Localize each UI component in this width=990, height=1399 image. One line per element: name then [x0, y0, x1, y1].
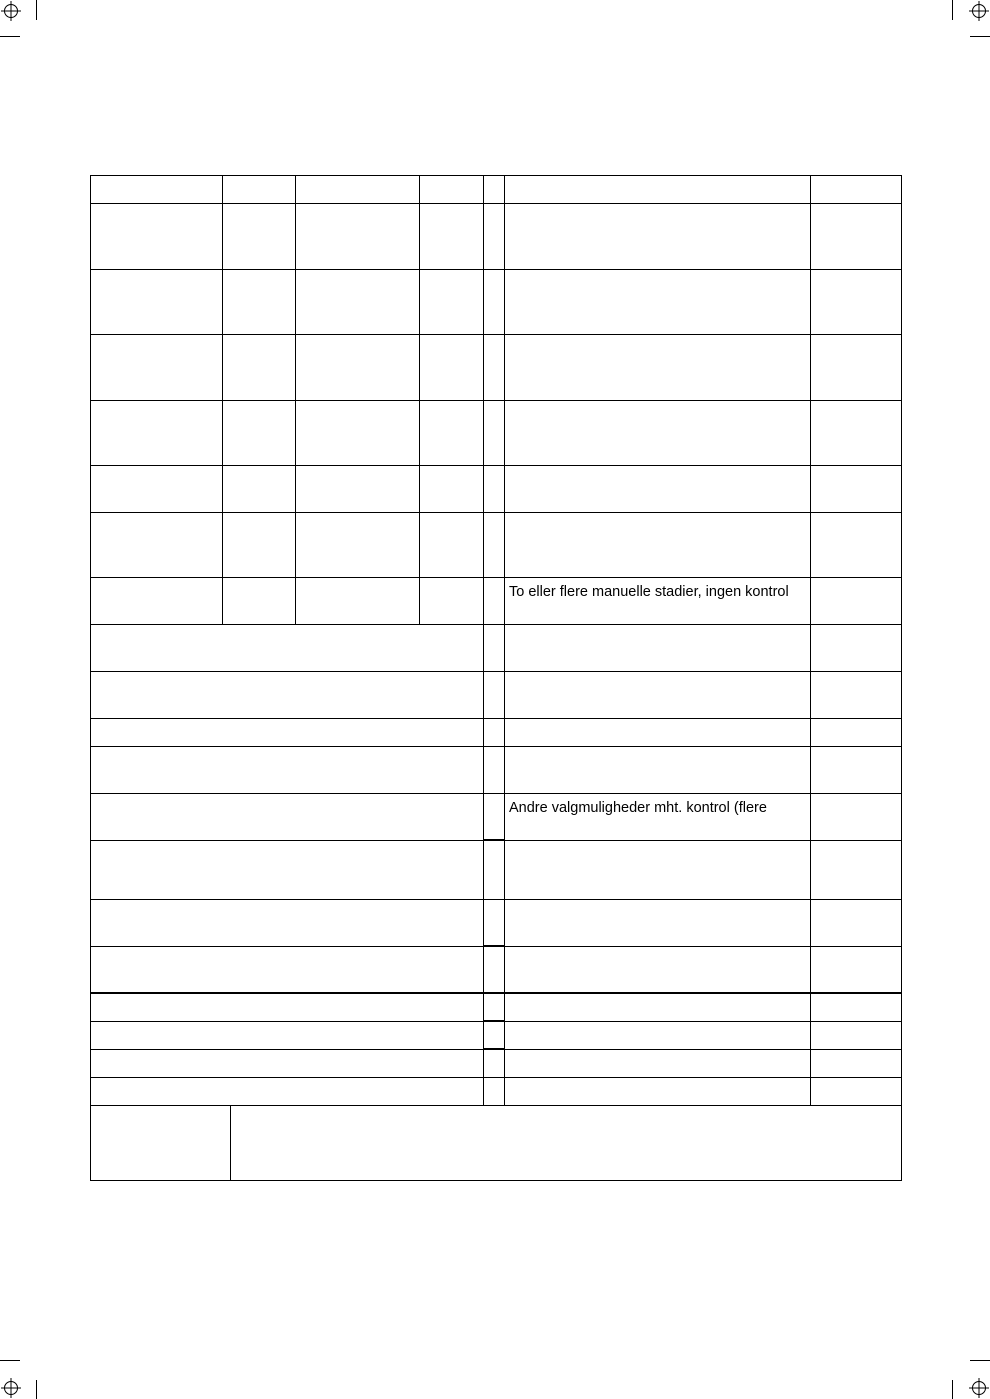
option-cell — [504, 718, 811, 747]
crop-mark — [0, 36, 20, 37]
option-cell — [504, 671, 811, 719]
option-cell — [504, 946, 811, 994]
table-cell — [295, 269, 420, 335]
crop-mark — [970, 36, 990, 37]
table-cell — [810, 993, 902, 1022]
table-cell — [222, 269, 296, 335]
table-cell — [222, 577, 296, 625]
checkbox[interactable] — [483, 577, 505, 625]
table-cell-wide — [90, 1077, 484, 1106]
table-cell — [419, 512, 484, 578]
table-cell-wide — [90, 746, 484, 794]
table-cell-wide — [90, 718, 484, 747]
table-cell — [810, 793, 902, 841]
checkbox[interactable] — [483, 512, 505, 578]
table-cell — [810, 400, 902, 466]
checkbox[interactable] — [483, 1021, 505, 1050]
table-cell — [295, 175, 420, 204]
table-cell-wide — [90, 671, 484, 719]
option-cell — [504, 334, 811, 401]
checkbox-mark — [483, 1020, 504, 1022]
option-cell — [504, 269, 811, 335]
checkbox-mark — [483, 945, 504, 947]
checkbox[interactable] — [483, 746, 505, 794]
registration-mark-top-left — [1, 1, 21, 21]
table-cell — [419, 334, 484, 401]
checkbox[interactable] — [483, 203, 505, 270]
table-cell — [90, 465, 223, 513]
checkbox[interactable] — [483, 400, 505, 466]
table-cell-wide — [90, 1021, 484, 1050]
table-cell — [810, 746, 902, 794]
table-cell-wide — [230, 1105, 902, 1181]
table-cell — [295, 577, 420, 625]
table-cell-wide — [90, 946, 484, 994]
option-cell — [504, 1049, 811, 1078]
table-cell — [810, 1021, 902, 1050]
checkbox[interactable] — [483, 1049, 505, 1078]
checkbox[interactable] — [483, 993, 505, 1022]
table-cell — [810, 840, 902, 900]
table-cell — [222, 400, 296, 466]
table-cell — [295, 512, 420, 578]
checkbox[interactable] — [483, 624, 505, 672]
crop-mark — [970, 1360, 990, 1361]
table-cell — [90, 400, 223, 466]
option-cell — [504, 400, 811, 466]
checkbox[interactable] — [483, 1077, 505, 1106]
option-cell — [504, 203, 811, 270]
table-cell — [90, 269, 223, 335]
table-cell — [222, 334, 296, 401]
table-cell — [810, 465, 902, 513]
option-cell — [504, 840, 811, 900]
checkbox[interactable] — [483, 899, 505, 947]
table-cell — [222, 175, 296, 204]
table-cell — [810, 577, 902, 625]
table-cell — [810, 512, 902, 578]
option-cell — [504, 465, 811, 513]
registration-mark-bottom-right — [969, 1378, 989, 1398]
checkbox[interactable] — [483, 175, 505, 204]
option-cell — [504, 175, 811, 204]
checkbox[interactable] — [483, 671, 505, 719]
table-cell — [90, 203, 223, 270]
option-cell — [504, 1021, 811, 1050]
checkbox[interactable] — [483, 718, 505, 747]
table-cell — [419, 203, 484, 270]
table-cell — [295, 203, 420, 270]
table-cell — [810, 671, 902, 719]
table-cell-wide — [90, 624, 484, 672]
table-cell — [295, 400, 420, 466]
crop-mark — [952, 1380, 953, 1399]
table-cell — [810, 946, 902, 994]
table-cell — [810, 1077, 902, 1106]
registration-mark-bottom-left — [1, 1378, 21, 1398]
option-cell — [504, 899, 811, 947]
checkbox[interactable] — [483, 269, 505, 335]
table-cell-wide — [90, 793, 484, 841]
crop-mark — [36, 1380, 37, 1399]
table-cell — [419, 269, 484, 335]
table-cell — [295, 465, 420, 513]
checkbox[interactable] — [483, 946, 505, 994]
checkbox[interactable] — [483, 793, 505, 841]
table-cell — [810, 624, 902, 672]
table-cell — [90, 512, 223, 578]
table-cell — [810, 269, 902, 335]
table-cell — [810, 718, 902, 747]
table-cell — [810, 203, 902, 270]
table-cell — [419, 465, 484, 513]
table-cell — [419, 175, 484, 204]
option-cell — [504, 1077, 811, 1106]
option-cell — [504, 624, 811, 672]
table-cell — [810, 334, 902, 401]
table-cell — [90, 1105, 231, 1181]
option-cell: To eller flere manuelle stadier, ingen kontrol — [504, 577, 811, 625]
table-cell — [90, 334, 223, 401]
table-cell-wide — [90, 993, 484, 1022]
checkbox[interactable] — [483, 334, 505, 401]
table-cell-wide — [90, 1049, 484, 1078]
table-cell-wide — [90, 899, 484, 947]
option-cell: Andre valgmuligheder mht. kontrol (flere — [504, 793, 811, 841]
table-cell — [90, 577, 223, 625]
table-cell — [419, 577, 484, 625]
crop-mark — [36, 0, 37, 20]
option-cell — [504, 512, 811, 578]
crop-mark — [0, 1360, 20, 1361]
table-cell — [810, 1049, 902, 1078]
table-cell — [295, 334, 420, 401]
checkbox-mark — [483, 1048, 504, 1050]
table-cell — [810, 175, 902, 204]
option-cell — [504, 993, 811, 1022]
table-cell — [90, 175, 223, 204]
table-cell — [222, 203, 296, 270]
registration-mark-top-right — [969, 1, 989, 21]
option-cell — [504, 746, 811, 794]
table-cell — [419, 400, 484, 466]
table-cell-wide — [90, 840, 484, 900]
checkbox[interactable] — [483, 840, 505, 900]
table-cell — [222, 512, 296, 578]
table-cell — [222, 465, 296, 513]
table-divider-thick — [90, 992, 901, 994]
crop-mark — [952, 0, 953, 20]
table-cell — [810, 899, 902, 947]
checkbox-mark — [483, 839, 504, 841]
checkbox[interactable] — [483, 465, 505, 513]
